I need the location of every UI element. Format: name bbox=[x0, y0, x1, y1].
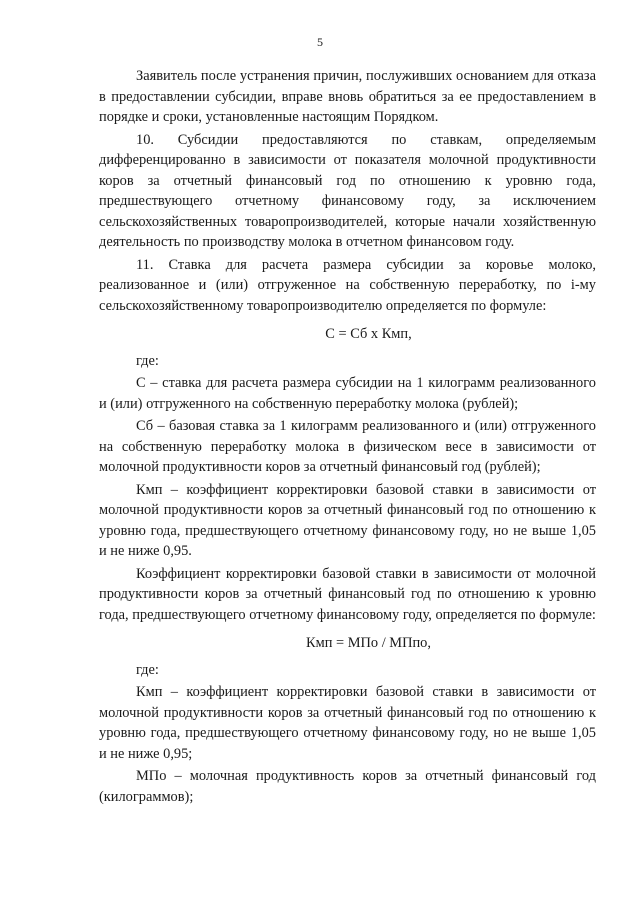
paragraph-coefficient: Коэффициент корректировки базовой ставки в зависимости от молочной продуктивности коров за отчетный финансовый год по отношению к уровню года, предшествующего отчетному финансовому году, определяется по формуле: bbox=[99, 565, 596, 623]
definition-mpo: МПо – молочная продуктивность коров за отчетный финансовый год (килограммов); bbox=[99, 768, 596, 805]
where-label: где: bbox=[136, 661, 159, 678]
paragraph-11: 11. Ставка для расчета размера субсидии за коровье молоко, реализованное и (или) отгруженное на собственную переработку, по i-му сельскохозяйственному товаропроизводителю определяется по формуле: bbox=[99, 256, 596, 314]
document-body bbox=[99, 66, 596, 807]
formula-coefficient: Кмп = МПо / МПпо, bbox=[306, 635, 431, 651]
page-number: 5 bbox=[317, 35, 323, 49]
definition-c: С – ставка для расчета размера субсидии на 1 килограмм реализованного и (или) отгруженного на собственную переработку молока (рублей); bbox=[99, 375, 596, 412]
formula-rate: С = Сб х Кмп, bbox=[325, 326, 412, 342]
where-label: где: bbox=[136, 352, 159, 369]
paragraph-10: 10. Субсидии предоставляются по ставкам, определяемым дифференцированно в зависимости от показателя молочной продуктивности коров за отчетный финансовый год по отношению к уровню года, предшествующего отчетному финансовому году, за исключением сельскохозяйственных товаропроизводителей, которые начали хозяйственную деятельность по производству молока в отчетном финансовом году. bbox=[99, 131, 596, 250]
paragraph-applicant-reapply: Заявитель после устранения причин, послуживших основанием для отказа в предоставлении субсидии, вправе вновь обратиться за ее предоставлением в порядке и сроки, установленные настоящим Порядком. bbox=[99, 68, 596, 125]
definition-kmp: Кмп – коэффициент корректировки базовой ставки в зависимости от молочной продуктивности коров за отчетный финансовый год по отношению к уровню года, предшествующего отчетному финансовому году, но не выше 1,05 и не ниже 0,95. bbox=[99, 481, 596, 559]
definition-sb: Сб – базовая ставка за 1 килограмм реализованного и (или) отгруженного на собственную переработку молока в физическом весе в зависимости от молочной продуктивности коров за отчетный финансовый год (рублей); bbox=[99, 418, 596, 475]
definition-kmp-2: Кмп – коэффициент корректировки базовой ставки в зависимости от молочной продуктивности коров за отчетный финансовый год по отношению к уровню года, предшествующего отчетному финансовому году, но не выше 1,05 и не ниже 0,95; bbox=[99, 684, 596, 762]
